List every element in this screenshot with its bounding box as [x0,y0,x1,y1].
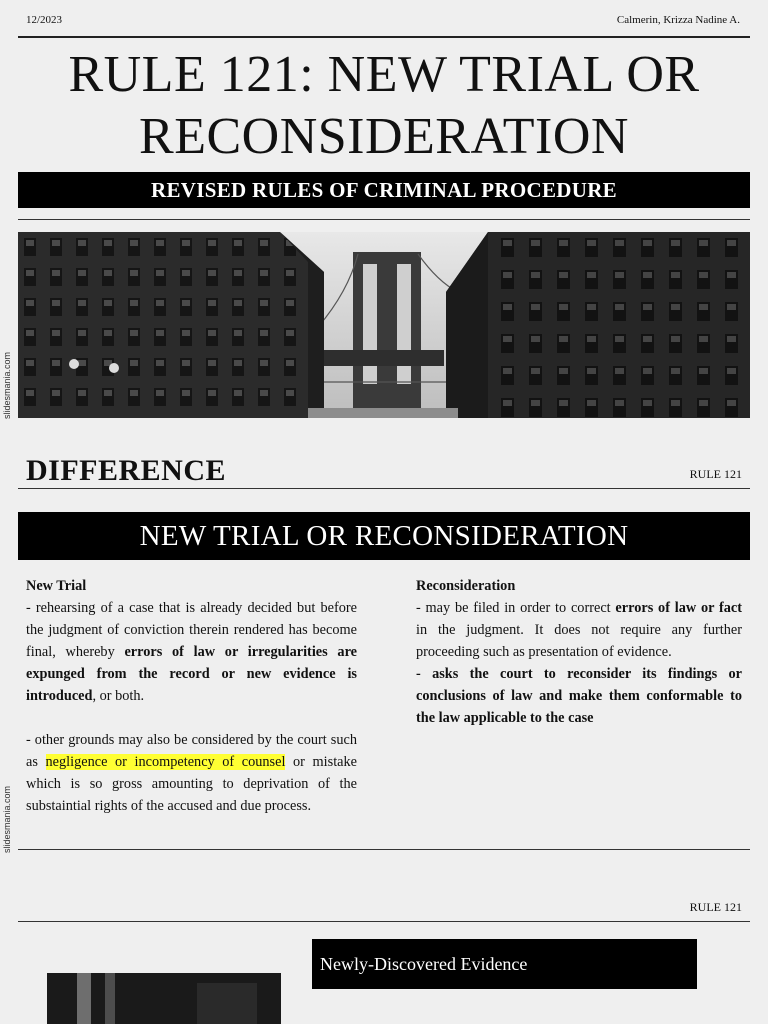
top-divider [18,36,750,38]
grounds-text-b: or mistake which is so gross amounting to deprivation of the substaintial rights of the accused and due process. [26,754,358,814]
new-trial-text-b: , or both. [92,688,145,704]
next-divider [18,921,750,922]
watermark-upper: slidesmania.com [2,352,12,420]
watermark-lower: slidesmania.com [2,786,12,854]
banner-text: NEW TRIAL OR RECONSIDERATION [139,519,629,552]
reconsideration-purpose [416,663,742,729]
new-trial-column [26,575,357,817]
recon-text-b: in the judgment. It does not require any further proceeding such as presentation of evidence. [416,622,742,660]
reconsideration-title: Reconsideration [416,578,516,594]
title-line-2: RECONSIDERATION [139,108,629,165]
subtitle-divider [18,219,750,220]
section-heading: DIFFERENCE [26,454,227,487]
page-title [0,44,768,168]
date-label: 12/2023 [26,14,63,26]
reconsideration-definition [416,597,742,663]
grounds-text-a: - other grounds may also be considered by the court such as [26,732,357,770]
recon-purpose-bold: - asks the court to reconsider its findings or conclusions of law and make them conformable to the law applicable to the case [416,666,742,726]
recon-text-a: - may be filed in order to correct [416,600,616,616]
next-rule-label: RULE 121 [689,900,742,914]
newly-discovered-evidence-box [312,939,697,989]
new-trial-definition [26,597,357,707]
reconsideration-column [416,575,742,729]
evidence-label: Newly-Discovered Evidence [320,953,528,974]
comparison-banner [18,512,750,560]
subtitle-bar [18,172,750,208]
highlighted-text: negligence or incompetency of counsel [45,754,286,770]
heading-divider [18,488,750,489]
city-bridge-photo [18,232,750,418]
new-trial-other-grounds [26,729,357,817]
new-trial-text-a: - rehearsing of a case that is already decided but before the judgment of conviction therein rendered has become final, whereby [26,600,357,660]
dark-thumbnail-photo [47,973,281,1024]
recon-bold: errors of law or fact [615,600,742,616]
rule-label: RULE 121 [689,467,742,481]
new-trial-bold: errors of law or irregularities are expunged from the record or new evidence is introduced [26,644,358,704]
new-trial-title: New Trial [26,578,87,594]
title-line-1: RULE 121: NEW TRIAL OR [68,46,700,103]
subtitle-text: REVISED RULES OF CRIMINAL PROCEDURE [151,177,617,202]
content-divider [18,849,750,850]
author-label: Calmerin, Krizza Nadine A. [616,14,740,26]
